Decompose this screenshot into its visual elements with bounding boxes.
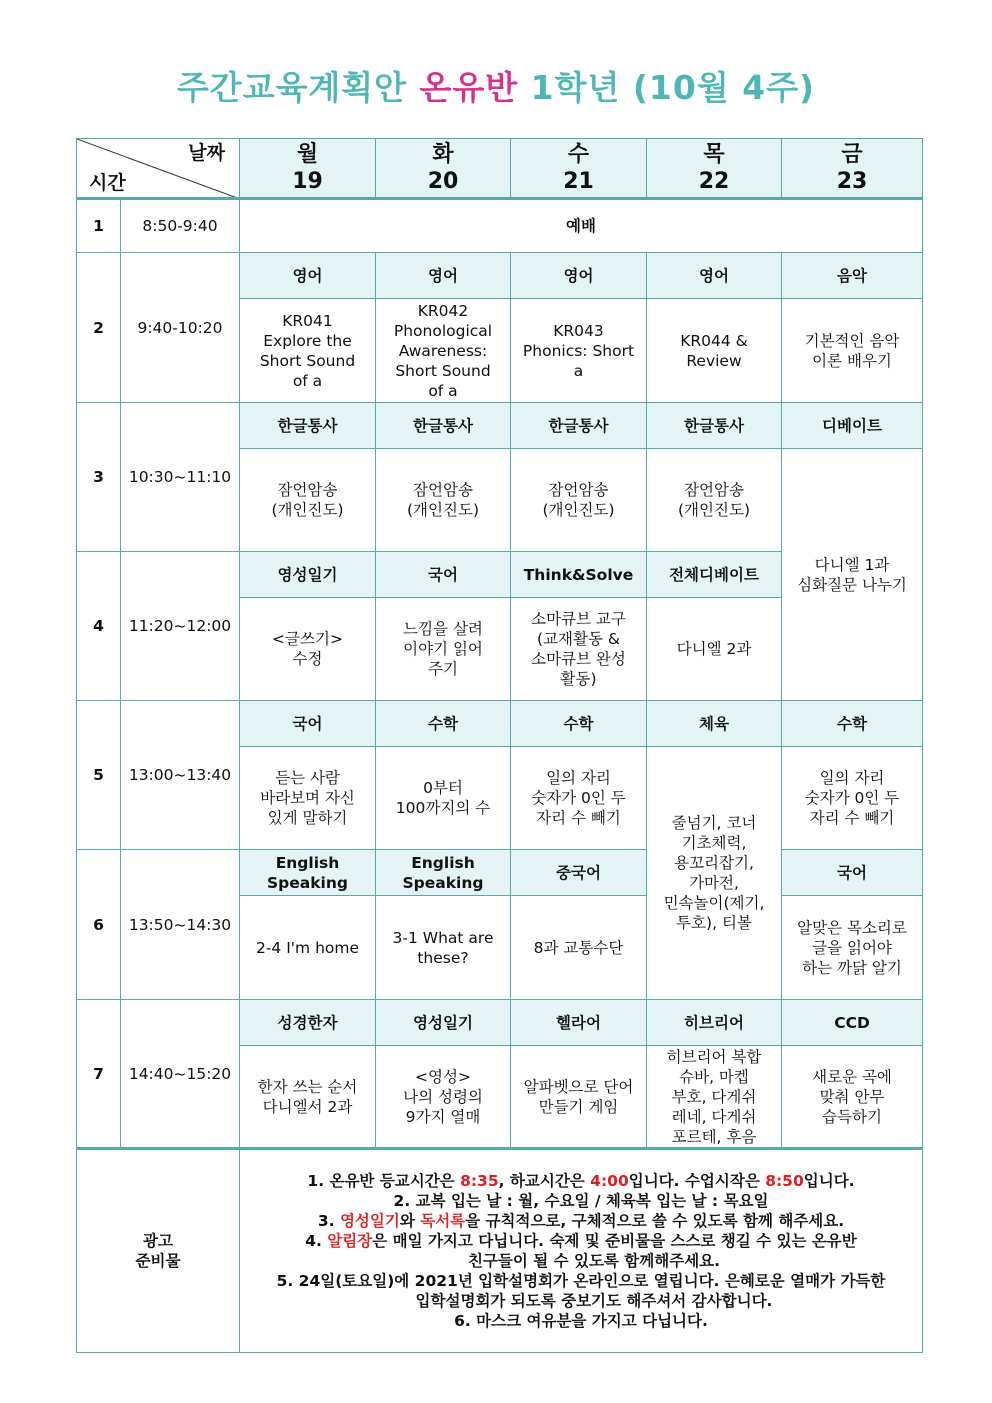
day-name: 금 bbox=[841, 142, 863, 167]
subject-cell: 한글통사 bbox=[240, 403, 376, 449]
period-6-subject-row bbox=[77, 850, 923, 896]
pe-merged-cell: 줄넘기, 코너 기초체력, 용꼬리잡기, 가마전, 민속놀이(제기, 투호), 티볼 bbox=[647, 747, 782, 1000]
subject-cell: 수학 bbox=[511, 701, 647, 747]
period-time: 10:30~11:10 bbox=[121, 403, 240, 552]
header-row bbox=[77, 139, 923, 199]
content-cell: 새로운 곡에 맞춰 안무 습득하기 bbox=[782, 1046, 923, 1149]
subject-cell: 국어 bbox=[240, 701, 376, 747]
day-date: 22 bbox=[698, 169, 730, 194]
notice-5: 5. 24일(토요일)에 2021년 입학설명회가 온라인으로 열립니다. 은혜로운 열매가 가득한 bbox=[276, 1272, 886, 1290]
period-time: 13:50~14:30 bbox=[121, 850, 240, 1000]
notice-1: 1. 온유반 등교시간은 8:35, 하교시간은 4:00입니다. 수업시작은 8:50입니다. bbox=[307, 1172, 855, 1190]
subject-cell: 체육 bbox=[647, 701, 782, 747]
content-cell: KR042 Phonological Awareness: Short Sound of a bbox=[376, 299, 511, 403]
notice-3: 3. 영성일기와 독서록을 규칙적으로, 구체적으로 쓸 수 있도록 함께 해주세요. bbox=[317, 1212, 845, 1230]
subject-cell: 성경한자 bbox=[240, 1000, 376, 1046]
content-cell: 잠언암송 (개인진도) bbox=[511, 449, 647, 552]
subject-cell: 국어 bbox=[782, 850, 923, 896]
subject-cell: 한글통사 bbox=[511, 403, 647, 449]
content-cell: 8과 교통수단 bbox=[511, 896, 647, 1000]
period-2-subject-row bbox=[77, 253, 923, 299]
content-cell: KR043 Phonics: Short a bbox=[511, 299, 647, 403]
subject-cell: 영성일기 bbox=[376, 1000, 511, 1046]
subject-cell: 히브리어 bbox=[647, 1000, 782, 1046]
subject-cell: 음악 bbox=[782, 253, 923, 299]
content-cell: 잠언암송 (개인진도) bbox=[376, 449, 511, 552]
title-class-name: 온유반 bbox=[419, 68, 519, 107]
content-cell: 한자 쓰는 순서 다니엘서 2과 bbox=[240, 1046, 376, 1149]
period-time: 11:20~12:00 bbox=[121, 552, 240, 701]
subject-cell: 영어 bbox=[376, 253, 511, 299]
notice-2: 2. 교복 입는 날 : 월, 수요일 / 체육복 입는 날 : 목요일 bbox=[393, 1192, 769, 1210]
period-time: 9:40-10:20 bbox=[121, 253, 240, 403]
notices-cell bbox=[240, 1149, 923, 1353]
subject-cell: 수학 bbox=[376, 701, 511, 747]
supplies-label: 준비물 bbox=[135, 1252, 181, 1270]
content-cell: 히브리어 복합 슈바, 마켑 부호, 다게쉬 레네, 다게쉬 포르테, 후음 bbox=[647, 1046, 782, 1149]
subject-cell: 영어 bbox=[240, 253, 376, 299]
period-7-subject-row bbox=[77, 1000, 923, 1046]
day-header-fri bbox=[782, 139, 923, 199]
subject-cell: 헬라어 bbox=[511, 1000, 647, 1046]
content-cell: KR041 Explore the Short Sound of a bbox=[240, 299, 376, 403]
subject-cell: 영성일기 bbox=[240, 552, 376, 598]
subject-cell: 디베이트 bbox=[782, 403, 923, 449]
content-cell: 느낌을 살려 이야기 읽어 주기 bbox=[376, 598, 511, 701]
notices-label-cell bbox=[77, 1149, 240, 1353]
period-number: 7 bbox=[77, 1000, 121, 1149]
dismissal-time: 4:00 bbox=[590, 1172, 629, 1190]
subject-cell: English Speaking bbox=[376, 850, 511, 896]
worship-cell: 예배 bbox=[240, 199, 923, 253]
period-number: 2 bbox=[77, 253, 121, 403]
period-time: 8:50-9:40 bbox=[121, 199, 240, 253]
notice-5-cont: 입학설명회가 되도록 중보기도 해주셔서 감사합니다. bbox=[415, 1292, 773, 1310]
title-part3: 1학년 (10월 4주) bbox=[530, 68, 816, 107]
content-cell: <영성> 나의 성령의 9가지 열매 bbox=[376, 1046, 511, 1149]
day-date: 23 bbox=[836, 169, 868, 194]
subject-cell: Think&Solve bbox=[511, 552, 647, 598]
content-cell: 다니엘 2과 bbox=[647, 598, 782, 701]
content-cell: 잠언암송 (개인진도) bbox=[647, 449, 782, 552]
content-cell: 잠언암송 (개인진도) bbox=[240, 449, 376, 552]
subject-cell: 영어 bbox=[511, 253, 647, 299]
content-cell: 2-4 I'm home bbox=[240, 896, 376, 1000]
weekly-plan-table bbox=[76, 138, 923, 1353]
period-time: 13:00~13:40 bbox=[121, 701, 240, 850]
date-label: 날짜 bbox=[188, 142, 225, 164]
subject-cell: 국어 bbox=[376, 552, 511, 598]
content-cell: 일의 자리 숫자가 0인 두 자리 수 빼기 bbox=[782, 747, 923, 850]
class-start-time: 8:50 bbox=[765, 1172, 804, 1190]
period-3-subject-row bbox=[77, 403, 923, 449]
day-date: 20 bbox=[427, 169, 459, 194]
period-number: 5 bbox=[77, 701, 121, 850]
day-name: 수 bbox=[567, 142, 590, 167]
subject-cell: 수학 bbox=[782, 701, 923, 747]
content-cell: 기본적인 음악 이론 배우기 bbox=[782, 299, 923, 403]
content-cell: 0부터 100까지의 수 bbox=[376, 747, 511, 850]
content-cell: 3-1 What are these? bbox=[376, 896, 511, 1000]
period-5-subject-row bbox=[77, 701, 923, 747]
content-cell: <글쓰기> 수정 bbox=[240, 598, 376, 701]
content-cell: 알맞은 목소리로 글을 읽어야 하는 까닭 알기 bbox=[782, 896, 923, 1000]
period-number: 4 bbox=[77, 552, 121, 701]
time-label: 시간 bbox=[89, 172, 126, 194]
notice-4-cont: 친구들이 될 수 있도록 함께해주세요. bbox=[467, 1252, 721, 1270]
subject-cell: 중국어 bbox=[511, 850, 647, 896]
notices-row bbox=[77, 1149, 923, 1353]
title-part1: 주간교육계획안 bbox=[176, 68, 407, 107]
subject-cell: 영어 bbox=[647, 253, 782, 299]
day-date: 21 bbox=[563, 169, 594, 194]
debate-merged-cell: 다니엘 1과 심화질문 나누기 bbox=[782, 449, 923, 701]
period-number: 6 bbox=[77, 850, 121, 1000]
subject-cell: 한글통사 bbox=[376, 403, 511, 449]
period-time: 14:40~15:20 bbox=[121, 1000, 240, 1149]
period-1-row bbox=[77, 199, 923, 253]
day-name: 월 bbox=[296, 142, 319, 167]
page-title bbox=[0, 62, 992, 109]
content-cell: 소마큐브 교구 (교재활동 & 소마큐브 완성 활동) bbox=[511, 598, 647, 701]
day-name: 화 bbox=[432, 142, 454, 167]
subject-cell: 전체디베이트 bbox=[647, 552, 782, 598]
period-number: 3 bbox=[77, 403, 121, 552]
subject-cell: CCD bbox=[782, 1000, 923, 1046]
content-cell: 일의 자리 숫자가 0인 두 자리 수 빼기 bbox=[511, 747, 647, 850]
day-date: 19 bbox=[292, 169, 323, 194]
day-header-wed bbox=[511, 139, 647, 199]
subject-cell: English Speaking bbox=[240, 850, 376, 896]
notice-4: 4. 알림장은 매일 가지고 다닙니다. 숙제 및 준비물을 스스로 챙길 수 있는 온유반 bbox=[305, 1232, 857, 1250]
corner-header-cell bbox=[77, 139, 240, 199]
content-cell: KR044 & Review bbox=[647, 299, 782, 403]
arrival-time: 8:35 bbox=[460, 1172, 499, 1190]
period-number: 1 bbox=[77, 199, 121, 253]
day-header-mon bbox=[240, 139, 376, 199]
content-cell: 알파벳으로 단어 만들기 게임 bbox=[511, 1046, 647, 1149]
day-name: 목 bbox=[703, 142, 725, 167]
content-cell: 듣는 사람 바라보며 자신 있게 말하기 bbox=[240, 747, 376, 850]
day-header-thu bbox=[647, 139, 782, 199]
day-header-tue bbox=[376, 139, 511, 199]
notice-6: 6. 마스크 여유분을 가지고 다닙니다. bbox=[454, 1312, 708, 1330]
notices-label: 광고 bbox=[143, 1232, 173, 1250]
subject-cell: 한글통사 bbox=[647, 403, 782, 449]
